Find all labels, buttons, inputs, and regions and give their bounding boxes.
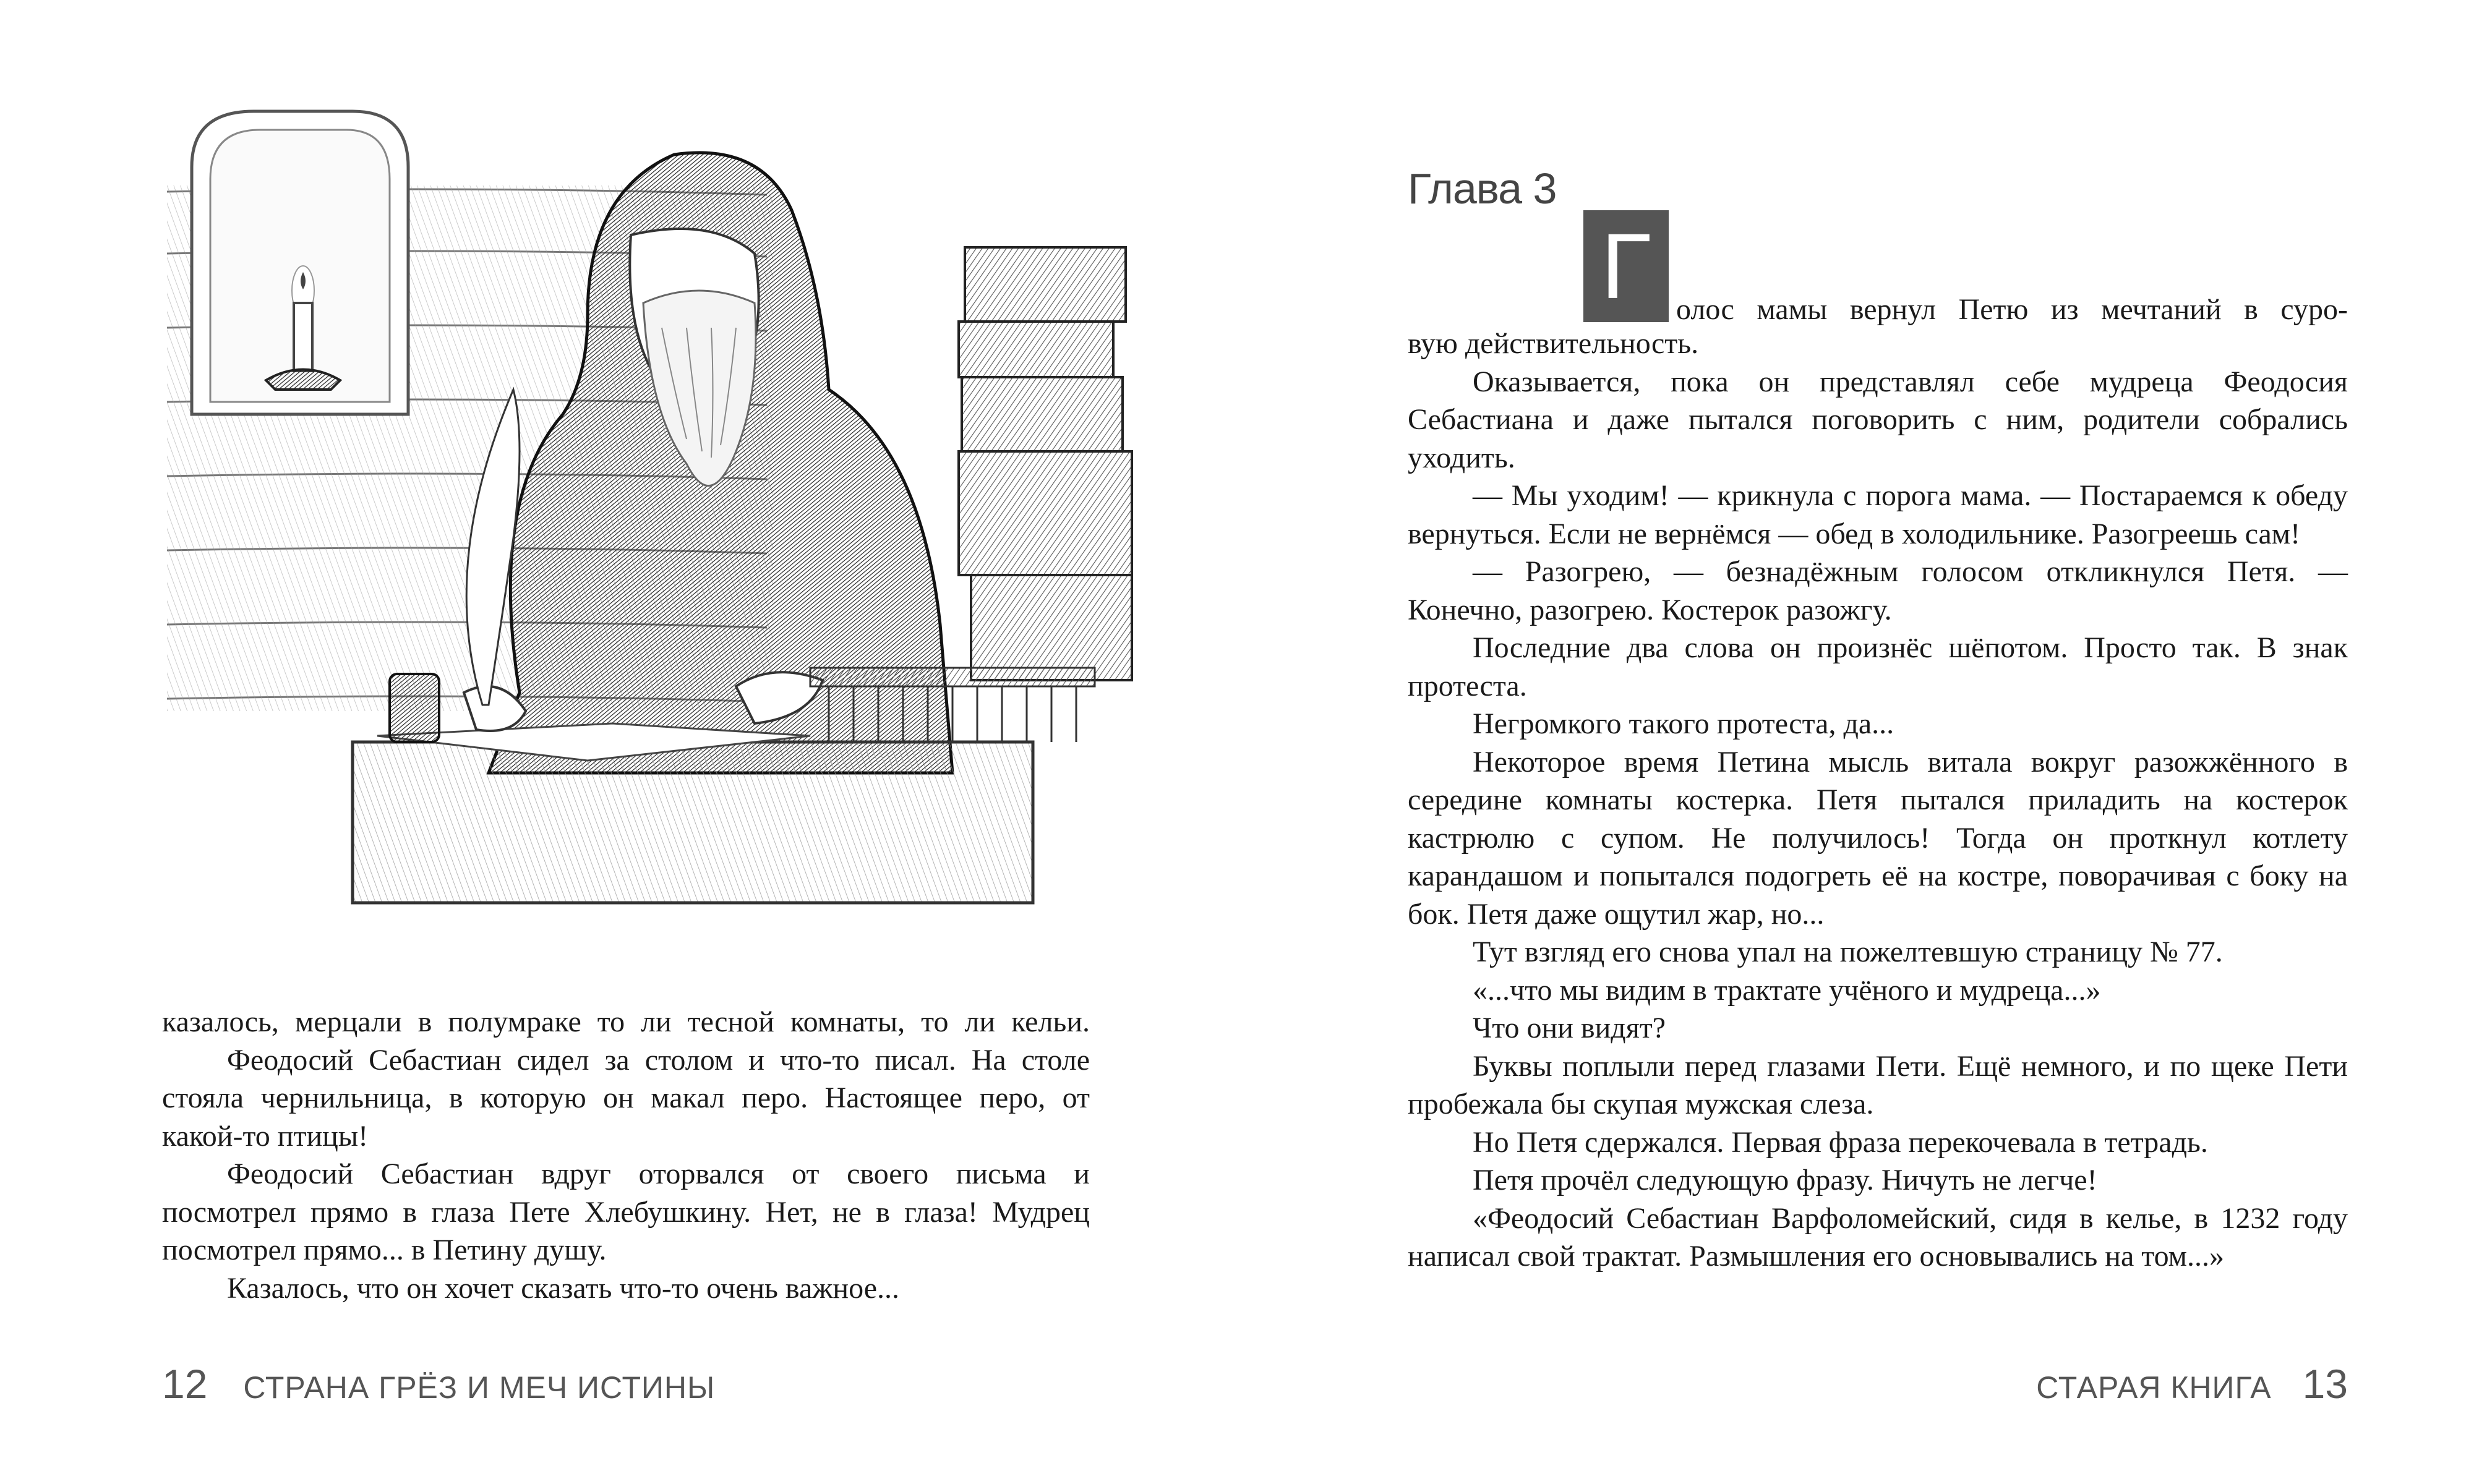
paragraph: Феодосий Себастиан сидел за столом и что-то писал. На столе стояла чернильница, в которую он макал перо. Настоящее перо, от какой-то птицы! xyxy=(162,1043,1090,1153)
right-page-footer xyxy=(2036,1360,2348,1407)
left-page-footer xyxy=(162,1360,715,1407)
paragraph: Казалось, что он хочет сказать что-то очень важное... xyxy=(227,1271,900,1305)
paragraph: «...что мы видим в трактате учёного и мудреца...» xyxy=(1473,973,2101,1007)
paragraph: — Мы уходим! — крикнула с порога мама. — Постараемся к обеду вернуться. Если не вернёмся — обед в холодильнике. Разогреешь сам! xyxy=(1408,479,2348,550)
paragraph: вую действительность. xyxy=(1408,327,1699,360)
running-title: СТАРАЯ КНИГА xyxy=(2036,1370,2272,1405)
paragraph: казалось, мерцали в полумраке то ли тесной комнаты, то ли кельи. xyxy=(162,1005,1090,1038)
left-body-text xyxy=(162,1003,1090,1307)
paragraph: Тут взгляд его снова упал на пожелтевшую страницу № 77. xyxy=(1473,936,2223,968)
chapter-title: Глава 3 xyxy=(1408,164,1557,213)
paragraph: Но Петя сдержался. Первая фраза перекочевала в тетрадь. xyxy=(1473,1125,2208,1159)
page-number: 12 xyxy=(162,1361,208,1407)
paragraph: Последние два слова он произнёс шёпотом. Просто так. В знак протеста. xyxy=(1408,631,2348,702)
paragraph: «Феодосий Себастиан Варфоломейский, сидя в келье, в 1232 году написал свой трактат. Размышления его основывались на том...» xyxy=(1408,1201,2348,1273)
paragraph: Оказывается, пока он представлял себе мудреца Феодосия Себастиана и даже пытался поговорить с ним, родители собрались уходить. xyxy=(1408,365,2348,474)
right-page xyxy=(1237,0,2474,1484)
paragraph: Буквы поплыли перед глазами Пети. Ещё немного, и по щеке Пети пробежала бы скупая мужская слеза. xyxy=(1408,1049,2348,1120)
first-line: олос мамы вернул Петю из мечтаний в суро- xyxy=(1676,293,2348,326)
paragraph: Что они видят? xyxy=(1473,1012,1666,1044)
monk-illustration xyxy=(118,68,1175,946)
paragraph: Петя прочёл следующую фразу. Ничуть не легче! xyxy=(1473,1164,2097,1196)
drop-cap: Г xyxy=(1583,210,1669,322)
paragraph: — Разогрею, — безнадёжным голосом откликнулся Петя. — Конечно, разогрею. Костерок разожгу. xyxy=(1408,555,2348,626)
paragraph: Феодосий Себастиан вдруг оторвался от своего письма и посмотрел прямо в глаза Пете Хлебушкину. Нет, не в глаза! Мудрец посмотрел прямо... в Петину душу. xyxy=(162,1158,1090,1266)
paragraph: Некоторое время Петина мысль витала вокруг разожжённого в середине комнаты костерка. Петя пытался приладить на костерок кастрюлю с супом. Не получилось! Тогда он проткнул котлету карандашом и попытался подогреть её на костре, поворачивая с боку на бок. Петя даже ощутил жар, но... xyxy=(1408,745,2348,931)
right-body-text xyxy=(1408,325,2348,1276)
paragraph: Негромкого такого протеста, да... xyxy=(1473,707,1894,740)
running-title: СТРАНА ГРЁЗ И МЕЧ ИСТИНЫ xyxy=(243,1370,716,1405)
page-number: 13 xyxy=(2302,1361,2348,1407)
